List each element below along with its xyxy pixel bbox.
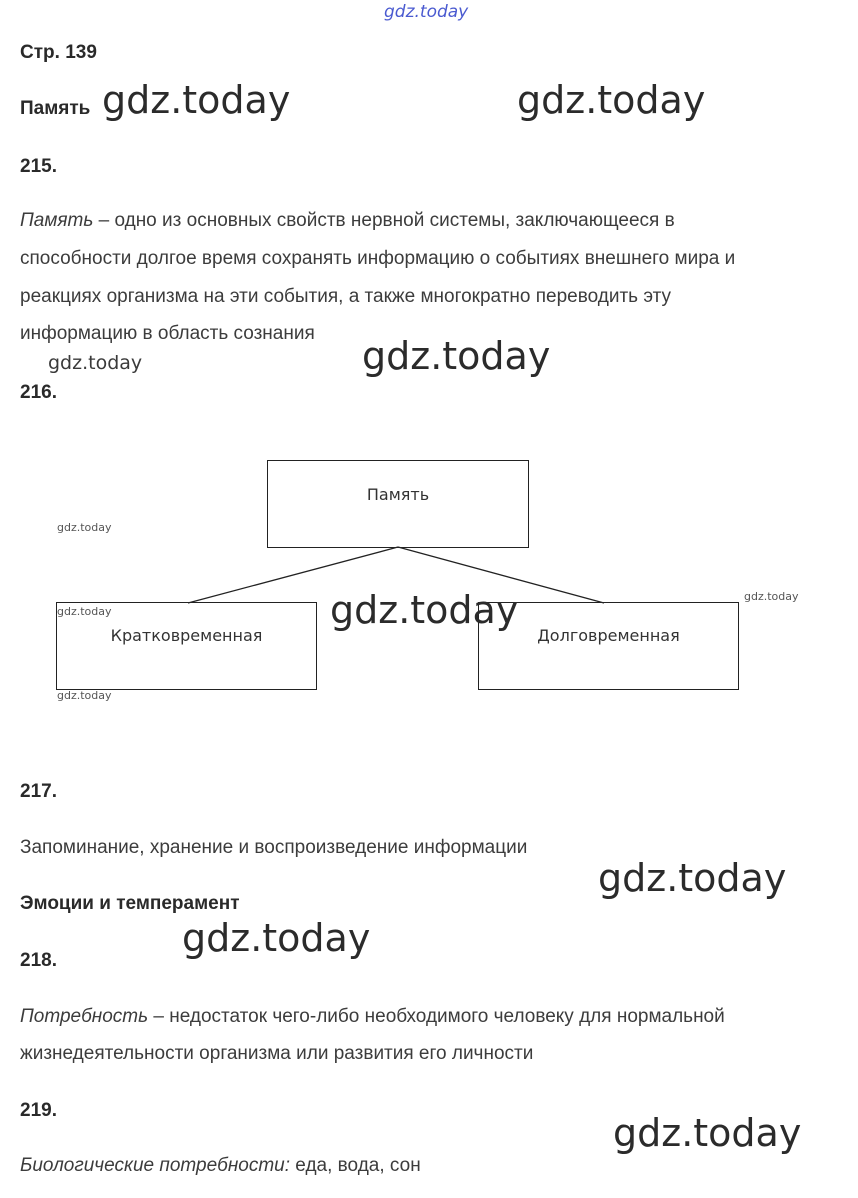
answer-215-line-2: способности долгое время сохранять информацию о событиях внешнего мира и xyxy=(20,248,736,269)
answer-219 xyxy=(20,1147,421,1185)
question-number-219: 219. xyxy=(20,1100,57,1121)
watermark-big: gdz.today xyxy=(102,78,291,122)
term-biological-needs: Биологические потребности: xyxy=(20,1155,291,1176)
question-number-216: 216. xyxy=(20,382,57,403)
diagram-node-root-label: Память xyxy=(366,485,430,504)
diagram-node-short-term-label: Кратковременная xyxy=(110,625,263,645)
diagram-node-long-term-label: Долговременная xyxy=(537,625,680,645)
answer-219-rest: еда, вода, сон xyxy=(290,1155,421,1176)
answer-215-line-1-rest: – одно из основных свойств нервной системы, заключающееся в xyxy=(93,210,675,231)
section-heading-emotions: Эмоции и темперамент xyxy=(20,893,240,914)
watermark-small: gdz.today xyxy=(48,352,143,374)
answer-218-line-1-rest: – недостаток чего-либо необходимого человеку для нормальной xyxy=(148,1006,725,1027)
watermark-big: gdz.today xyxy=(362,334,551,378)
answer-218-line-1 xyxy=(20,998,725,1036)
page-label: Стр. 139 xyxy=(20,42,97,63)
answer-215-line-4: информацию в область сознания xyxy=(20,323,315,344)
answer-215-line-3: реакциях организма на эти события, а также многократно переводить эту xyxy=(20,286,672,307)
watermark-big: gdz.today xyxy=(330,588,519,632)
watermark-tiny: gdz.today xyxy=(57,605,112,618)
watermark-tiny: gdz.today xyxy=(744,590,799,603)
watermark-big: gdz.today xyxy=(517,78,706,122)
question-number-215: 215. xyxy=(20,156,57,177)
section-heading-memory: Память xyxy=(20,98,91,119)
watermark-big: gdz.today xyxy=(613,1111,802,1155)
term-memory: Память xyxy=(20,210,94,231)
diagram-node-root xyxy=(267,460,529,548)
watermark-tiny: gdz.today xyxy=(57,689,112,702)
watermark-big: gdz.today xyxy=(182,916,371,960)
question-number-218: 218. xyxy=(20,950,57,971)
answer-218-line-2: жизнедеятельности организма или развития его личности xyxy=(20,1043,534,1064)
term-need: Потребность xyxy=(20,1006,149,1027)
watermark-tiny: gdz.today xyxy=(57,521,112,534)
answer-217: Запоминание, хранение и воспроизведение информации xyxy=(20,837,528,858)
watermark-top: gdz.today xyxy=(384,2,469,22)
question-number-217: 217. xyxy=(20,781,57,802)
watermark-big: gdz.today xyxy=(598,856,787,900)
